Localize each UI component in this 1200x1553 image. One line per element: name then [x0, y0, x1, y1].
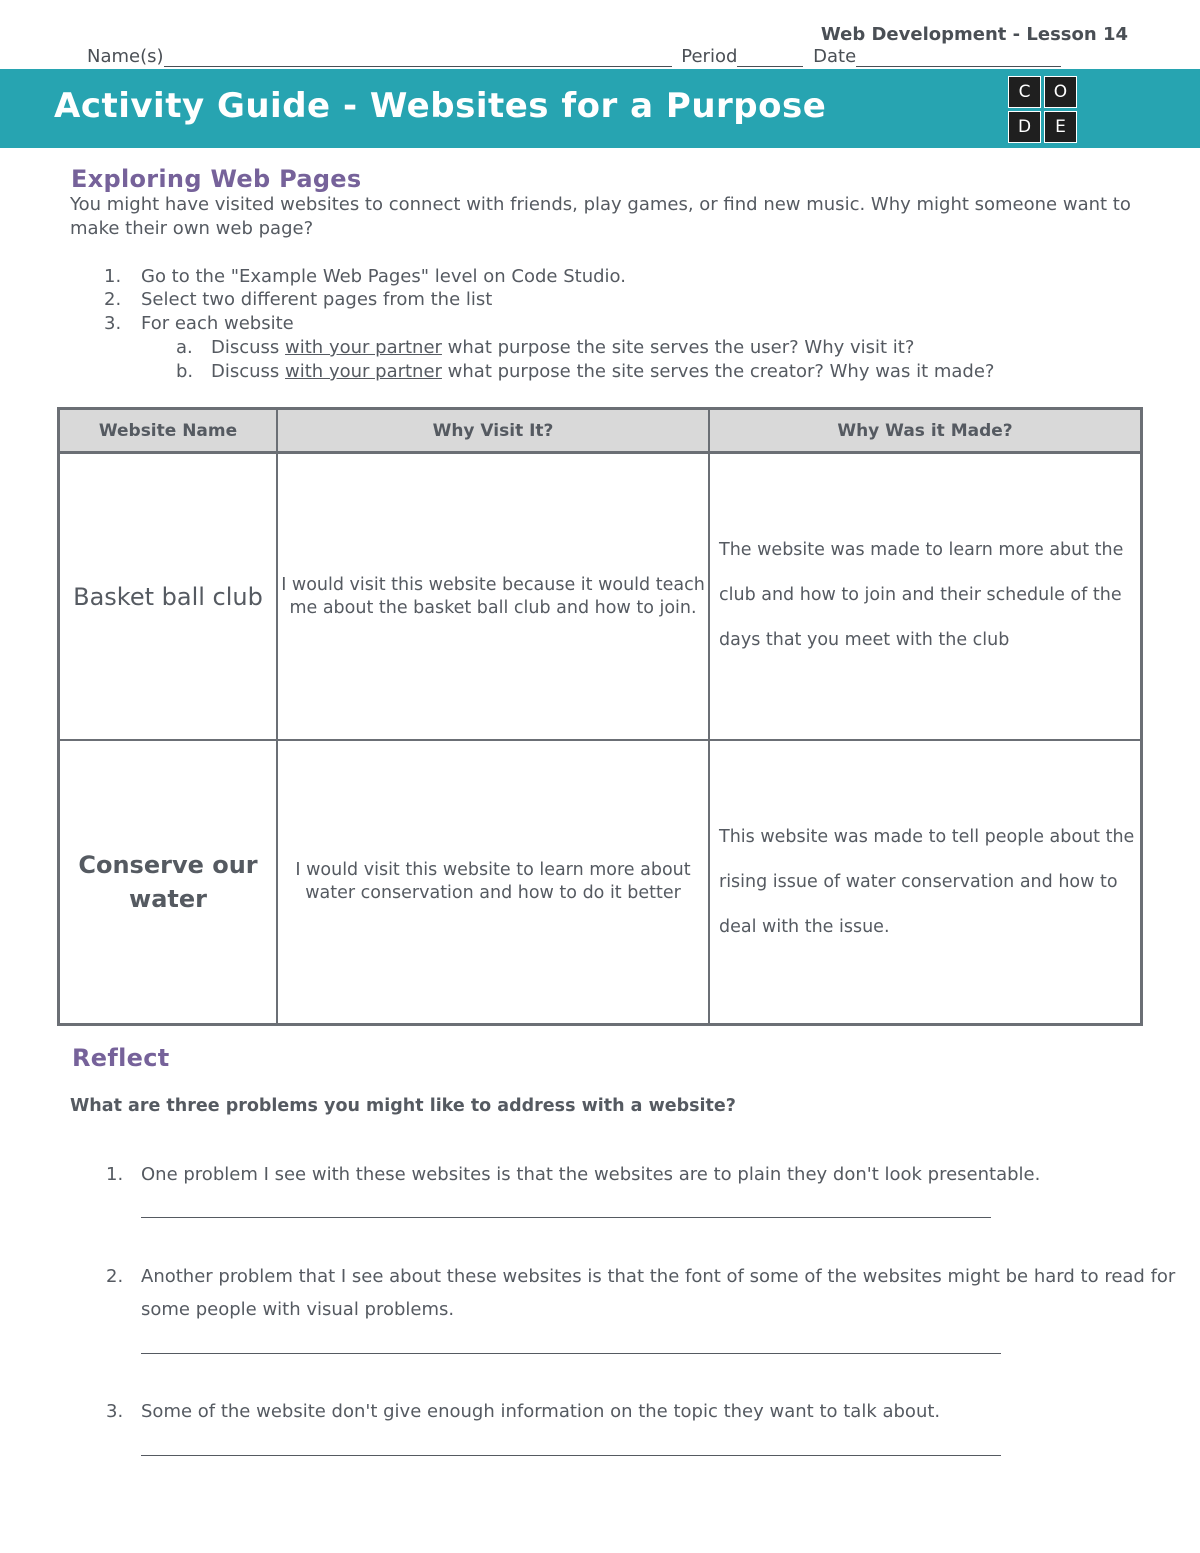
logo-letter-c: C	[1008, 76, 1041, 108]
period-label: Period	[681, 46, 738, 67]
period-field-line[interactable]	[737, 48, 803, 67]
answer-2-text-cont[interactable]: some people with visual problems.	[141, 1299, 455, 1320]
answer-1-text[interactable]: One problem I see with these websites is that the websites are to plain they don't look presentable.	[141, 1164, 1041, 1185]
code-logo-icon	[1008, 76, 1080, 144]
header-why-visit: Why Visit It?	[432, 420, 554, 441]
name-label: Name(s)	[87, 46, 164, 67]
date-label: Date	[813, 46, 857, 67]
step-text: Select two different pages from the list	[141, 289, 493, 310]
table-row-1-name[interactable]: Basket ball club	[73, 582, 263, 611]
logo-letter-d: D	[1008, 111, 1041, 143]
substep-letter: b.	[176, 361, 194, 382]
table-row-1-why-visit[interactable]: I would visit this website because it would teach me about the basket ball club and how to join.	[281, 574, 705, 618]
step-number: 2.	[104, 289, 122, 310]
table-row-2-why-visit[interactable]: I would visit this website to learn more about water conservation and how to do it better	[295, 860, 691, 903]
step-number: 1.	[104, 266, 122, 287]
answer-number: 2.	[106, 1266, 124, 1287]
substep-text: Discuss with your partner what purpose the site serves the creator? Why was it made?	[211, 361, 995, 382]
exploring-intro-line-2: make their own web page?	[70, 218, 314, 239]
reflect-question: What are three problems you might like to address with a website?	[70, 1096, 736, 1116]
exploring-intro-line-1: You might have visited websites to connect with friends, play games, or find new music. Why might someone want to	[70, 194, 1131, 215]
underlined-phrase: with your partner	[285, 361, 442, 382]
website-purpose-table	[57, 407, 1143, 1026]
answer-number: 1.	[106, 1164, 124, 1185]
answer-1-line	[141, 1217, 991, 1218]
answer-2-line	[141, 1353, 1001, 1354]
header-website-name: Website Name	[98, 420, 238, 441]
name-field-line[interactable]	[164, 48, 672, 67]
answer-number: 3.	[106, 1401, 124, 1422]
reflect-heading: Reflect	[72, 1044, 170, 1072]
step-text: Go to the "Example Web Pages" level on Code Studio.	[141, 266, 626, 287]
answer-3-text[interactable]: Some of the website don't give enough information on the topic they want to talk about.	[141, 1401, 941, 1422]
table-row-2-why-made[interactable]: This website was made to tell people about the rising issue of water conservation and how to deal with the issue.	[719, 827, 1135, 937]
step-text: For each website	[141, 313, 294, 334]
date-field-line[interactable]	[856, 48, 1061, 67]
name-period-date-row	[87, 46, 1061, 67]
page-title: Activity Guide - Websites for a Purpose	[54, 86, 827, 126]
header-why-made: Why Was it Made?	[837, 420, 1013, 441]
column-divider	[708, 410, 710, 1023]
answer-2-text[interactable]: Another problem that I see about these websites is that the font of some of the websites might be hard to read for	[141, 1266, 1176, 1287]
exploring-heading: Exploring Web Pages	[71, 165, 362, 193]
logo-letter-e: E	[1044, 111, 1077, 143]
lesson-label: Web Development - Lesson 14	[820, 24, 1128, 45]
substep-letter: a.	[176, 337, 193, 358]
step-number: 3.	[104, 313, 122, 334]
table-row-1-why-made[interactable]: The website was made to learn more abut the club and how to join and their schedule of the days that you meet with the club	[719, 540, 1124, 650]
table-row-2-name[interactable]: Conserve our water	[78, 851, 258, 913]
substep-text: Discuss with your partner what purpose the site serves the user? Why visit it?	[211, 337, 915, 358]
underlined-phrase: with your partner	[285, 337, 442, 358]
logo-letter-o: O	[1044, 76, 1077, 108]
answer-3-line	[141, 1455, 1001, 1456]
